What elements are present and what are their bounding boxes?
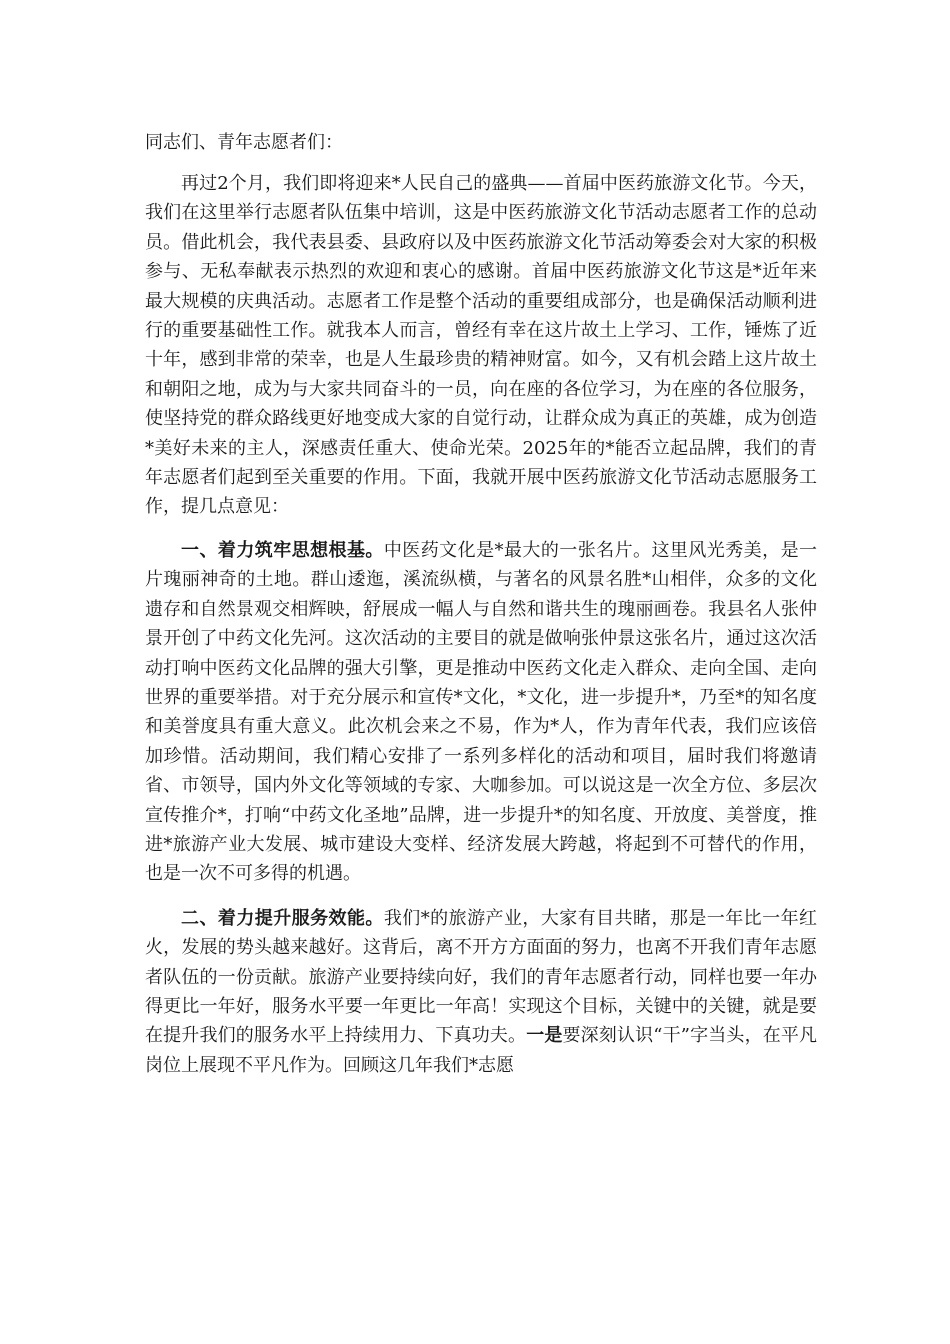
point-one-text: 要深刻认识“干”字当头，在平凡岗位上展现不平凡作为。回顾这几年我们*志愿: [145, 1025, 818, 1076]
paragraph-intro-text: 再过2个月，我们即将迎来*人民自己的盛典——首届中医药旅游文化节。今天，我们在这里举行志愿者队伍集中培训，这是中医药旅游文化节活动志愿者工作的总动员。借此机会，我代表县委、县政府以及中医药旅游文化节活动筹委会对大家的积极参与、无私奉献表示热烈的欢迎和衷心的感谢。首届中医药旅游文化节这是*近年来最大规模的庆典活动。志愿者工作是整个活动的重要组成部分，也是确保活动顺利进行的重要基础性工作。就我本人而言，曾经有幸在这片故土上学习、工作，锤炼了近十年，感到非常的荣幸，也是人生最珍贵的精神财富。如今，又有机会踏上这片故土和朝阳之地，成为与大家共同奋斗的一员，向在座的各位学习，为在座的各位服务，使坚持党的群众路线更好地变成大家的自觉行动，让群众成为真正的英雄，成为创造*美好未来的主人，深感责任重大、使命光荣。2025年的*能否立起品牌，我们的青年志愿者们起到至关重要的作用。下面，我就开展中医药旅游文化节活动志愿服务工作，提几点意见：: [145, 173, 817, 518]
section-one-heading: 一、着力筑牢思想根基。: [181, 539, 384, 561]
point-one-marker: 一是: [526, 1025, 563, 1047]
paragraph-intro: [145, 169, 817, 522]
paragraph-section-two: [145, 904, 817, 1080]
paragraph-section-one: [145, 536, 817, 889]
section-one-text: 中医药文化是*最大的一张名片。这里风光秀美，是一片瑰丽神奇的土地。群山逶迤，溪流纵横，与著名的风景名胜*山相伴，众多的文化遗存和自然景观交相辉映，舒展成一幅人与自然和谐共生的瑰丽画卷。我县名人张仲景开创了中药文化先河。这次活动的主要目的就是做响张仲景这张名片，通过这次活动打响中医药文化品牌的强大引擎，更是推动中医药文化走入群众、走向全国、走向世界的重要举措。对于充分展示和宣传*文化，*文化，进一步提升*，乃至*的知名度和美誉度具有重大意义。此次机会来之不易，作为*人，作为青年代表，我们应该倍加珍惜。活动期间，我们精心安排了一系列多样化的活动和项目，届时我们将邀请省、市领导，国内外文化等领域的专家、大咖参加。可以说这是一次全方位、多层次宣传推介*，打响“中药文化圣地”品牌，进一步提升*的知名度、开放度、美誉度，推进*旅游产业大发展、城市建设大变样、经济发展大跨越，将起到不可替代的作用，也是一次不可多得的机遇。: [145, 539, 818, 885]
section-two-heading: 二、着力提升服务效能。: [181, 907, 384, 929]
section-two-text: 我们*的旅游产业，大家有目共睹，那是一年比一年红火，发展的势头越来越好。这背后，离不开方方面面的努力，也离不开我们青年志愿者队伍的一份贡献。旅游产业要持续向好，我们的青年志愿者行动，同样也要一年办得更比一年好，服务水平要一年更比一年高！实现这个目标，关键中的关键，就是要在提升我们的服务水平上持续用力、下真功夫。: [145, 907, 818, 1047]
document-page: [145, 128, 817, 1080]
greeting-line: 同志们、青年志愿者们：: [145, 132, 343, 153]
